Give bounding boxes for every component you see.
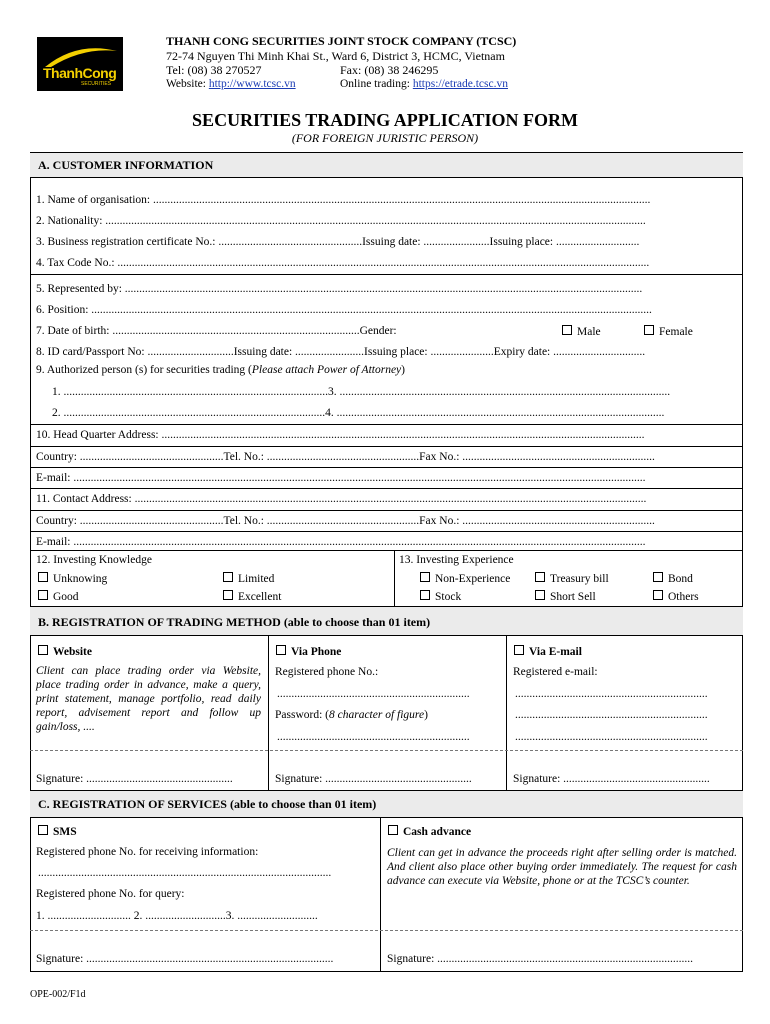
form-title: SECURITIES TRADING APPLICATION FORM: [192, 110, 578, 130]
sms-receiving-input[interactable]: ......................................................................................................: [38, 867, 332, 879]
knowledge-good-label: Good: [53, 591, 79, 603]
section-c-title: C. REGISTRATION OF SERVICES (able to choose than 01 item): [38, 797, 377, 811]
website-signature[interactable]: Signature: ...................................................: [36, 773, 233, 785]
method-website[interactable]: [38, 645, 92, 658]
company-logo: [37, 37, 123, 91]
email-signature[interactable]: Signature: ...................................................: [513, 773, 710, 785]
phone-registered-label: Registered phone No.:: [275, 666, 379, 678]
experience-non-label: Non-Experience: [435, 573, 511, 585]
divider-vertical: [268, 635, 269, 792]
checkbox-icon[interactable]: [420, 590, 430, 600]
investing-experience-title: 13. Investing Experience: [399, 554, 514, 566]
method-phone[interactable]: [276, 645, 341, 658]
field-authorized-persons: [36, 364, 734, 376]
knowledge-excellent-label: Excellent: [238, 591, 282, 603]
checkbox-icon[interactable]: [420, 572, 430, 582]
authorized-note: Please attach Power of Attorney: [251, 364, 402, 376]
checkbox-icon[interactable]: [388, 825, 398, 835]
sms-query-label: Registered phone No. for query:: [36, 888, 185, 900]
divider: [30, 531, 743, 532]
checkbox-icon[interactable]: [38, 645, 48, 655]
field-position[interactable]: 6. Position: ...................................................................................................................................................................................................: [36, 304, 652, 316]
email-registered-input-1[interactable]: ...................................................................: [515, 688, 708, 700]
divider-vertical: [506, 635, 507, 792]
service-sms[interactable]: [38, 825, 77, 838]
field-contact-email[interactable]: E-mail: .......................................................................................................................................................................................................: [36, 536, 646, 548]
field-nationality[interactable]: 2. Nationality: ............................................................................................................................................................................................: [36, 215, 646, 227]
experience-others[interactable]: [653, 590, 699, 603]
gender-male-option[interactable]: [562, 325, 601, 338]
checkbox-icon[interactable]: [535, 590, 545, 600]
gender-male-label: Male: [577, 326, 601, 338]
online-label: Online trading:: [340, 78, 413, 90]
service-cash-label: Cash advance: [403, 826, 472, 838]
authorized-label: 9. Authorized person (s) for securities trading (: [36, 364, 252, 376]
method-website-label: Website: [53, 646, 92, 658]
method-email-label: Via E-mail: [529, 646, 582, 658]
field-hq-country[interactable]: Country: ..................................................Tel. No.: .....................................................Fax No.: ...................................................................: [36, 451, 655, 463]
checkbox-icon[interactable]: [223, 590, 233, 600]
gender-female-label: Female: [659, 326, 693, 338]
company-website: [166, 78, 296, 90]
checkbox-icon[interactable]: [38, 572, 48, 582]
service-cash-advance[interactable]: [388, 825, 471, 838]
field-hq-address[interactable]: 10. Head Quarter Address: ........................................................................................................................................................................: [36, 429, 645, 441]
website-link[interactable]: http://www.tcsc.vn: [208, 78, 296, 90]
experience-short-label: Short Sell: [550, 591, 596, 603]
company-tel: Tel: (08) 38 270527: [166, 63, 262, 77]
form-code: OPE-002/F1d: [30, 989, 86, 1000]
dashed-divider: [30, 930, 743, 931]
email-registered-input-2[interactable]: ...................................................................: [515, 709, 708, 721]
checkbox-icon[interactable]: [653, 572, 663, 582]
form-subtitle: (FOR FOREIGN JURISTIC PERSON): [291, 131, 479, 145]
experience-treasury-label: Treasury bill: [550, 573, 609, 585]
sms-signature[interactable]: Signature: ......................................................................................: [36, 953, 334, 965]
online-trading: [340, 78, 508, 90]
experience-non[interactable]: [420, 572, 510, 585]
email-registered-input-3[interactable]: ...................................................................: [515, 731, 708, 743]
online-trading-link[interactable]: https://etrade.tcsc.vn: [412, 78, 508, 90]
knowledge-limited-label: Limited: [238, 573, 275, 585]
logo-text: ThanhCong: [43, 65, 117, 81]
investing-knowledge-title: 12. Investing Knowledge: [36, 554, 152, 566]
knowledge-unknowing[interactable]: [38, 572, 107, 585]
field-tax-code[interactable]: 4. Tax Code No.: .........................................................................................................................................................................................: [36, 257, 650, 269]
company-fax: Fax: (08) 38 246295: [340, 63, 439, 77]
website-description: Client can place trading order via Website, place trading order in advance, make a query, print statement, manage portfolio, read daily report, advisement report and follow up gain/loss, ....: [36, 665, 261, 733]
logo-subtext: SECURITIES: [81, 81, 112, 87]
cash-signature[interactable]: Signature: .........................................................................................: [387, 953, 694, 965]
checkbox-icon[interactable]: [535, 572, 545, 582]
service-sms-label: SMS: [53, 826, 77, 838]
field-hq-email[interactable]: E-mail: .......................................................................................................................................................................................................: [36, 472, 646, 484]
cash-advance-description: Client can get in advance the proceeds right after selling order is matched. And client also place other buying order immediately. The request for cash advance can execute via Website, phone or at the TCSC’s counter.: [387, 847, 737, 887]
divider: [30, 274, 743, 275]
checkbox-icon[interactable]: [653, 590, 663, 600]
password-label: Password: (: [275, 709, 329, 721]
dashed-divider: [30, 750, 743, 751]
experience-others-label: Others: [668, 591, 699, 603]
divider: [30, 446, 743, 447]
field-date-of-birth[interactable]: 7. Date of birth: ......................................................................................Gender:: [36, 325, 397, 337]
checkbox-icon[interactable]: [38, 825, 48, 835]
divider: [30, 424, 743, 425]
method-email[interactable]: [514, 645, 582, 658]
checkbox-icon[interactable]: [38, 590, 48, 600]
checkbox-icon[interactable]: [276, 645, 286, 655]
phone-password: [275, 709, 428, 721]
section-a-header: [30, 152, 743, 178]
divider: [30, 510, 743, 511]
knowledge-good[interactable]: [38, 590, 79, 603]
authorized-suffix: ): [401, 364, 405, 376]
field-authorized-1-3[interactable]: 1. ............................................................................................3. ...................................................................................................................: [52, 386, 671, 398]
method-phone-label: Via Phone: [291, 646, 342, 658]
field-authorized-2-4[interactable]: 2. ...........................................................................................4. ..................................................................................................................: [52, 407, 665, 419]
checkbox-icon[interactable]: [223, 572, 233, 582]
experience-stock[interactable]: [420, 590, 461, 603]
experience-treasury[interactable]: [535, 572, 609, 585]
experience-short-sell[interactable]: [535, 590, 596, 603]
email-registered-label: Registered e-mail:: [513, 666, 598, 678]
sms-receiving-label: Registered phone No. for receiving information:: [36, 846, 259, 858]
checkbox-icon[interactable]: [562, 325, 572, 335]
gender-female-option[interactable]: [644, 325, 693, 338]
section-c-header: [30, 790, 743, 818]
field-business-reg[interactable]: 3. Business registration certificate No.: ..................................................Issuing date: .......................Issuing place: .............................: [36, 236, 640, 248]
password-note: 8 character of figure: [329, 709, 425, 721]
knowledge-limited[interactable]: [223, 572, 274, 585]
phone-password-input[interactable]: ...................................................................: [277, 731, 470, 743]
field-contact-address[interactable]: 11. Contact Address: ..................................................................................................................................................................................: [36, 493, 647, 505]
divider: [30, 550, 743, 551]
company-address: 72-74 Nguyen Thi Minh Khai St., Ward 6, District 3, HCMC, Vietnam: [166, 49, 505, 63]
company-name: THANH CONG SECURITIES JOINT STOCK COMPANY (TCSC): [166, 34, 517, 48]
experience-stock-label: Stock: [435, 591, 462, 603]
field-represented-by[interactable]: 5. Represented by: ....................................................................................................................................................................................: [36, 283, 643, 295]
experience-bond[interactable]: [653, 572, 693, 585]
field-id-card[interactable]: 8. ID card/Passport No: ..............................Issuing date: ........................Issuing place: ......................Expiry date: ................................: [36, 346, 646, 358]
experience-bond-label: Bond: [668, 573, 693, 585]
section-a-title: A. CUSTOMER INFORMATION: [38, 158, 214, 172]
divider-vertical: [380, 817, 381, 971]
field-contact-country[interactable]: Country: ..................................................Tel. No.: .....................................................Fax No.: ...................................................................: [36, 515, 655, 527]
phone-registered-input[interactable]: ...................................................................: [277, 688, 470, 700]
knowledge-excellent[interactable]: [223, 590, 281, 603]
password-suffix: ): [424, 709, 428, 721]
section-b-header: [30, 606, 743, 636]
divider: [30, 488, 743, 489]
checkbox-icon[interactable]: [644, 325, 654, 335]
phone-signature[interactable]: Signature: ...................................................: [275, 773, 472, 785]
knowledge-unknowing-label: Unknowing: [53, 573, 108, 585]
divider: [30, 467, 743, 468]
field-org-name[interactable]: 1. Name of organisation: .............................................................................................................................................................................: [36, 194, 651, 206]
section-b-title: B. REGISTRATION OF TRADING METHOD (able to choose than 01 item): [38, 615, 431, 629]
sms-query-numbers[interactable]: 1. ............................. 2. ............................3. ............................: [36, 910, 318, 922]
divider-vertical: [394, 550, 395, 606]
website-label: Website:: [166, 78, 209, 90]
checkbox-icon[interactable]: [514, 645, 524, 655]
